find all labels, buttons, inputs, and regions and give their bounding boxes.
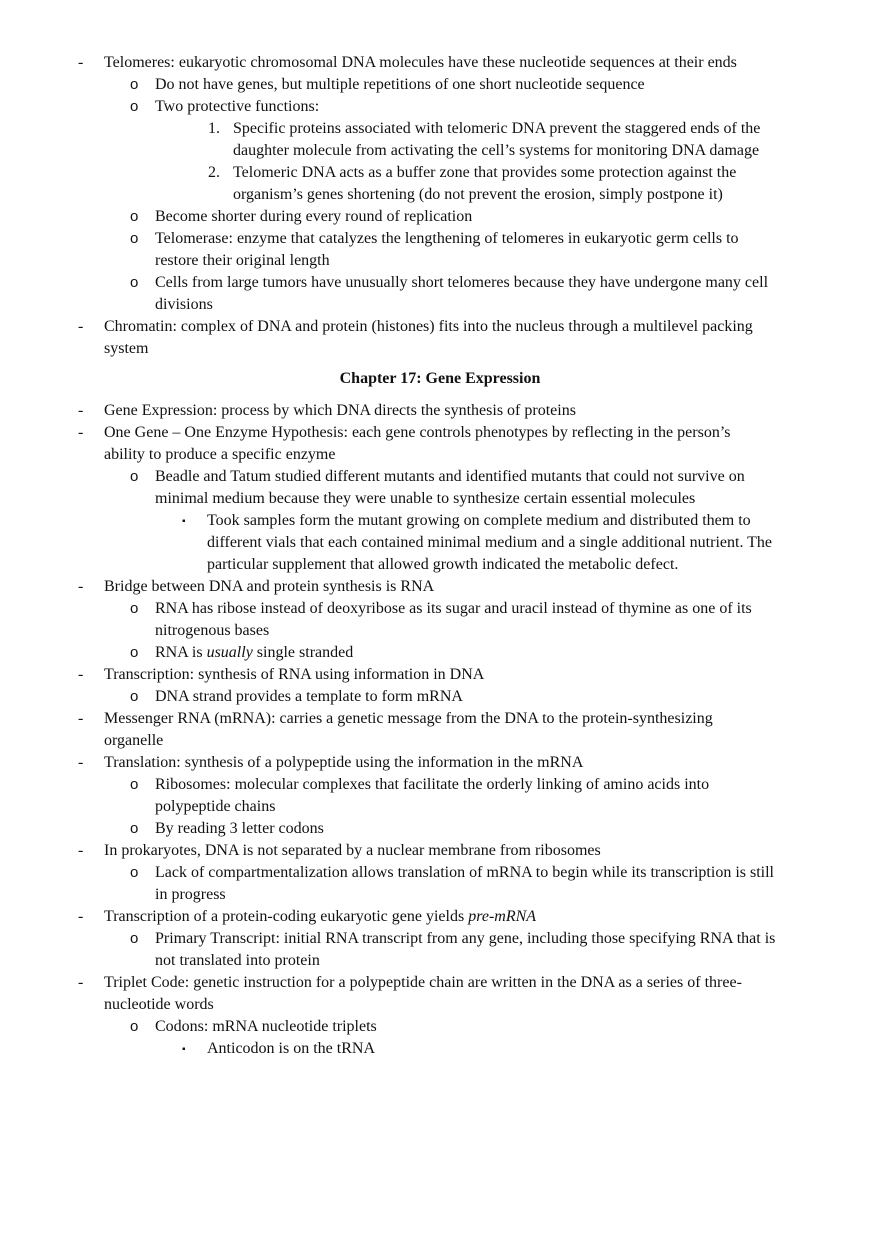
sub-bullet-template [0,686,880,708]
circle-marker: o [130,820,139,837]
sub-bullet-text-cont: minimal medium because they were unable to synthesize certain essential molecules [155,490,696,507]
sub-bullet-text: Codons: mRNA nucleotide triplets [155,1018,377,1035]
bullet-text: Transcription: synthesis of RNA using information in DNA [104,666,485,683]
text-run: Transcription of a protein-coding eukaryotic gene yields [104,908,469,925]
bullet-transcription [0,664,880,686]
sub-bullet-ribosomes [0,774,880,818]
sub-bullet-primary-transcript [0,928,880,972]
square-marker: ▪ [182,1044,186,1055]
circle-marker: o [130,1018,139,1035]
circle-marker: o [130,468,139,485]
dash-marker: - [78,54,84,71]
circle-marker: o [130,688,139,705]
sub-bullet-text-cont: divisions [155,296,213,313]
circle-marker: o [130,230,139,247]
sub-bullet-text-cont: nitrogenous bases [155,622,270,639]
sub-bullet-text-cont: in progress [155,886,226,903]
bullet-text: Translation: synthesis of a polypeptide using the information in the mRNA [104,754,584,771]
bullet-chromatin [0,316,880,360]
sub-bullet-compartmentalization [0,862,880,906]
text-run: RNA is [155,644,207,661]
text-run: single stranded [252,644,354,661]
dash-marker: - [78,402,84,419]
sub-bullet-text: Telomerase: enzyme that catalyzes the lengthening of telomeres in eukaryotic germ cells to [155,230,739,247]
sub-bullet-text: Lack of compartmentalization allows translation of mRNA to begin while its transcription is still [155,864,774,881]
sub-bullet-codons [0,818,880,840]
numbered-text: Telomeric DNA acts as a buffer zone that provides some protection against the [233,164,737,181]
circle-marker: o [130,776,139,793]
sub-bullet-text: Cells from large tumors have unusually short telomeres because they have undergone many cell [155,274,769,291]
bullet-text-cont: organelle [104,732,164,749]
bullet-mrna [0,708,880,752]
bullet-translation [0,752,880,774]
bullet-text-cont: nucleotide words [104,996,214,1013]
chapter-heading: Chapter 17: Gene Expression [339,370,541,387]
circle-marker: o [130,98,139,115]
document-page [0,52,880,1060]
bullet-triplet-code [0,972,880,1016]
numbered-item-1 [0,118,880,162]
sub-bullet-text: By reading 3 letter codons [155,820,324,837]
dash-marker: - [78,318,84,335]
sub-bullet-ribose [0,598,880,642]
sub-bullet-codons-triplets [0,1016,880,1038]
dash-marker: - [78,842,84,859]
square-marker: ▪ [182,516,186,527]
circle-marker: o [130,76,139,93]
circle-marker: o [130,274,139,291]
sub-bullet-text-cont: not translated into protein [155,952,320,969]
bullet-text: In prokaryotes, DNA is not separated by a nuclear membrane from ribosomes [104,842,601,859]
sub-bullet-shorter [0,206,880,228]
emphasis-text: usually [206,644,253,661]
dash-marker: - [78,666,84,683]
sub-bullet-text: Two protective functions: [155,98,320,115]
sub-bullet-text: Primary Transcript: initial RNA transcript from any gene, including those specifying RNA that is [155,930,776,947]
sub-bullet-text-cont: restore their original length [155,252,330,269]
square-bullet-text: Anticodon is on the tRNA [207,1040,375,1057]
bullet-text: Messenger RNA (mRNA): carries a genetic message from the DNA to the protein-synthesizing [104,710,713,727]
square-bullet-text-cont: different vials that each contained minimal medium and a single additional nutrient. The [207,534,773,551]
bullet-telomeres [0,52,880,74]
sub-bullet-no-genes [0,74,880,96]
sub-bullet-text: DNA strand provides a template to form mRNA [155,688,463,705]
sub-bullet-single-stranded [0,642,880,664]
dash-marker: - [78,424,84,441]
number-marker: 2. [208,164,220,181]
numbered-text-cont: organism’s genes shortening (do not prevent the erosion, simply postpone it) [233,186,723,203]
circle-marker: o [130,600,139,617]
bullet-text: Bridge between DNA and protein synthesis is RNA [104,578,435,595]
sub-bullet-text: Become shorter during every round of replication [155,208,473,225]
bullet-bridge [0,576,880,598]
sub-bullet-text [155,644,353,661]
sub-bullet-tumors [0,272,880,316]
bullet-prokaryotes [0,840,880,862]
sub-bullet-text-cont: polypeptide chains [155,798,276,815]
bullet-pre-mrna [0,906,880,928]
dash-marker: - [78,754,84,771]
sub-bullet-text: Ribosomes: molecular complexes that facilitate the orderly linking of amino acids into [155,776,710,793]
dash-marker: - [78,578,84,595]
numbered-text-cont: daughter molecule from activating the cell’s systems for monitoring DNA damage [233,142,760,159]
circle-marker: o [130,208,139,225]
bullet-text: Chromatin: complex of DNA and protein (histones) fits into the nucleus through a multilevel packing [104,318,753,335]
sub-bullet-two-functions [0,96,880,118]
dash-marker: - [78,908,84,925]
bullet-text: One Gene – One Enzyme Hypothesis: each gene controls phenotypes by reflecting in the person’s [104,424,731,441]
circle-marker: o [130,930,139,947]
square-bullet-anticodon [0,1038,880,1060]
bullet-one-gene [0,422,880,466]
sub-bullet-beadle [0,466,880,510]
dash-marker: - [78,710,84,727]
numbered-text: Specific proteins associated with telomeric DNA prevent the staggered ends of the [233,120,761,137]
square-bullet-took-samples [0,510,880,576]
bullet-text-cont: system [104,340,149,357]
number-marker: 1. [208,120,220,137]
square-bullet-text: Took samples form the mutant growing on complete medium and distributed them to [207,512,751,529]
bullet-text [104,908,536,925]
bullet-text-cont: ability to produce a specific enzyme [104,446,336,463]
dash-marker: - [78,974,84,991]
bullet-text: Gene Expression: process by which DNA directs the synthesis of proteins [104,402,576,419]
sub-bullet-text: Do not have genes, but multiple repetitions of one short nucleotide sequence [155,76,645,93]
emphasis-text: pre-mRNA [468,908,537,925]
bullet-text: Telomeres: eukaryotic chromosomal DNA molecules have these nucleotide sequences at their ends [104,54,737,71]
sub-bullet-text: Beadle and Tatum studied different mutants and identified mutants that could not survive on [155,468,745,485]
circle-marker: o [130,644,139,661]
circle-marker: o [130,864,139,881]
bullet-gene-expression [0,400,880,422]
sub-bullet-text: RNA has ribose instead of deoxyribose as its sugar and uracil instead of thymine as one of its [155,600,752,617]
numbered-item-2 [0,162,880,206]
square-bullet-text-cont: particular supplement that allowed growth indicated the metabolic defect. [207,556,679,573]
bullet-text: Triplet Code: genetic instruction for a polypeptide chain are written in the DNA as a series of three- [104,974,742,991]
sub-bullet-telomerase [0,228,880,272]
